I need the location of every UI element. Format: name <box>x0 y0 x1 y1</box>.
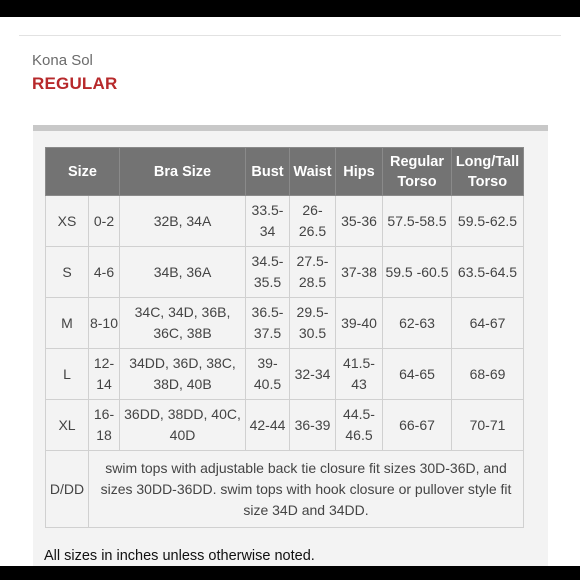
hips: 39-40 <box>336 298 383 349</box>
size-letter: XL <box>46 400 89 451</box>
regular-torso: 62-63 <box>383 298 452 349</box>
size-number: 4-6 <box>89 247 120 298</box>
header-row <box>46 148 524 196</box>
fit-title: REGULAR <box>32 74 118 93</box>
size-chart-panel <box>33 125 548 566</box>
hips: 44.5-46.5 <box>336 400 383 451</box>
header-bust: Bust <box>246 148 290 196</box>
header-regular-torso: Regular Torso <box>383 148 452 196</box>
size-number: 12-14 <box>89 349 120 400</box>
dd-row <box>46 451 524 528</box>
header-size: Size <box>46 148 120 196</box>
size-number: 0-2 <box>89 196 120 247</box>
hips: 41.5-43 <box>336 349 383 400</box>
brand-name: Kona Sol <box>32 52 93 69</box>
waist: 27.5-28.5 <box>290 247 336 298</box>
waist: 32-34 <box>290 349 336 400</box>
units-note: All sizes in inches unless otherwise noted. <box>44 548 315 564</box>
size-letter: M <box>46 298 89 349</box>
table-row <box>46 349 524 400</box>
bra-size: 34C, 34D, 36B, 36C, 38B <box>120 298 246 349</box>
waist: 36-39 <box>290 400 336 451</box>
table-row <box>46 247 524 298</box>
regular-torso: 64-65 <box>383 349 452 400</box>
divider <box>19 35 561 36</box>
table-row <box>46 400 524 451</box>
waist: 29.5-30.5 <box>290 298 336 349</box>
header-waist: Waist <box>290 148 336 196</box>
bra-size: 34DD, 36D, 38C, 38D, 40B <box>120 349 246 400</box>
table-row <box>46 196 524 247</box>
dd-description: swim tops with adjustable back tie closure fit sizes 30D-36D, and sizes 30DD-36DD. swim tops with hook closure or pullover style fit size 34D and 34DD. <box>89 451 524 528</box>
header-hips: Hips <box>336 148 383 196</box>
size-number: 8-10 <box>89 298 120 349</box>
product-size-chart-page <box>0 17 580 566</box>
bust: 33.5-34 <box>246 196 290 247</box>
bust: 39-40.5 <box>246 349 290 400</box>
long-tall-torso: 64-67 <box>452 298 524 349</box>
bust: 36.5-37.5 <box>246 298 290 349</box>
regular-torso: 57.5-58.5 <box>383 196 452 247</box>
long-tall-torso: 63.5-64.5 <box>452 247 524 298</box>
bust: 34.5-35.5 <box>246 247 290 298</box>
hips: 37-38 <box>336 247 383 298</box>
size-letter: L <box>46 349 89 400</box>
waist: 26-26.5 <box>290 196 336 247</box>
long-tall-torso: 70-71 <box>452 400 524 451</box>
size-number: 16-18 <box>89 400 120 451</box>
long-tall-torso: 68-69 <box>452 349 524 400</box>
size-chart-table <box>45 147 524 528</box>
header-long-tall-torso: Long/Tall Torso <box>452 148 524 196</box>
bra-size: 32B, 34A <box>120 196 246 247</box>
regular-torso: 59.5 -60.5 <box>383 247 452 298</box>
header-bra-size: Bra Size <box>120 148 246 196</box>
size-letter: S <box>46 247 89 298</box>
bust: 42-44 <box>246 400 290 451</box>
bra-size: 36DD, 38DD, 40C, 40D <box>120 400 246 451</box>
table-row <box>46 298 524 349</box>
bra-size: 34B, 36A <box>120 247 246 298</box>
hips: 35-36 <box>336 196 383 247</box>
long-tall-torso: 59.5-62.5 <box>452 196 524 247</box>
regular-torso: 66-67 <box>383 400 452 451</box>
size-letter: XS <box>46 196 89 247</box>
dd-size-label: D/DD <box>46 451 89 528</box>
